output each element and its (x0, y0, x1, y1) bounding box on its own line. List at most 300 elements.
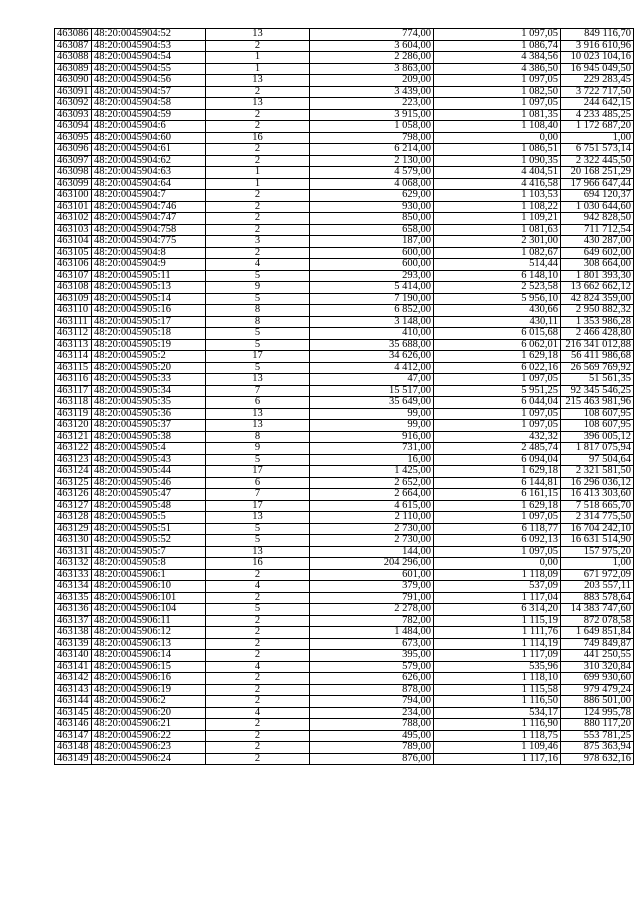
row-number-cell: 463123 (55, 454, 92, 466)
specific-value-cell: 1 118,10 (434, 673, 561, 685)
table-row (55, 546, 634, 558)
table-row (55, 431, 634, 443)
table-row (55, 535, 634, 547)
cadastral-number-cell: 48:20:0045906:12 (92, 627, 206, 639)
cadastral-value-cell: 3 722 717,50 (561, 86, 634, 98)
specific-value-cell: 430,66 (434, 305, 561, 317)
category-cell: 2 (206, 673, 310, 685)
cadastral-number-cell: 48:20:0045904:747 (92, 213, 206, 225)
cadastral-number-cell: 48:20:0045904:55 (92, 63, 206, 75)
cadastral-number-cell: 48:20:0045906:14 (92, 650, 206, 662)
cadastral-number-cell: 48:20:0045905:14 (92, 293, 206, 305)
cadastral-number-cell: 48:20:0045905:44 (92, 466, 206, 478)
specific-value-cell: 432,32 (434, 431, 561, 443)
cadastral-number-cell: 48:20:0045904:63 (92, 167, 206, 179)
category-cell: 2 (206, 86, 310, 98)
table-row (55, 604, 634, 616)
specific-value-cell: 1 097,05 (434, 75, 561, 87)
area-cell: 3 148,00 (310, 316, 434, 328)
specific-value-cell: 6 148,10 (434, 270, 561, 282)
table-row (55, 109, 634, 121)
specific-value-cell: 537,09 (434, 581, 561, 593)
row-number-cell: 463117 (55, 385, 92, 397)
row-number-cell: 463089 (55, 63, 92, 75)
category-cell: 4 (206, 661, 310, 673)
category-cell: 16 (206, 558, 310, 570)
table-row (55, 569, 634, 581)
area-cell: 4 579,00 (310, 167, 434, 179)
category-cell: 5 (206, 270, 310, 282)
area-cell: 99,00 (310, 420, 434, 432)
area-cell: 187,00 (310, 236, 434, 248)
category-cell: 17 (206, 466, 310, 478)
area-cell: 35 649,00 (310, 397, 434, 409)
area-cell: 3 863,00 (310, 63, 434, 75)
cadastral-value-cell: 2 314 775,50 (561, 512, 634, 524)
specific-value-cell: 1 114,19 (434, 638, 561, 650)
cadastral-number-cell: 48:20:0045905:33 (92, 374, 206, 386)
table-row (55, 408, 634, 420)
cadastral-value-cell: 1 801 393,30 (561, 270, 634, 282)
area-cell: 34 626,00 (310, 351, 434, 363)
cadastral-number-cell: 48:20:0045904:775 (92, 236, 206, 248)
cadastral-number-cell: 48:20:0045906:16 (92, 673, 206, 685)
table-row (55, 259, 634, 271)
cadastral-number-cell: 48:20:0045905:4 (92, 443, 206, 455)
category-cell: 4 (206, 707, 310, 719)
specific-value-cell: 1 082,50 (434, 86, 561, 98)
cadastral-value-cell: 2 322 445,50 (561, 155, 634, 167)
row-number-cell: 463138 (55, 627, 92, 639)
category-cell: 2 (206, 224, 310, 236)
cadastral-value-cell: 875 363,94 (561, 742, 634, 754)
specific-value-cell: 4 404,51 (434, 167, 561, 179)
cadastral-value-cell: 108 607,95 (561, 420, 634, 432)
specific-value-cell: 6 062,01 (434, 339, 561, 351)
table-row (55, 730, 634, 742)
category-cell: 7 (206, 385, 310, 397)
table-row (55, 190, 634, 202)
row-number-cell: 463136 (55, 604, 92, 616)
table-row (55, 224, 634, 236)
category-cell: 2 (206, 684, 310, 696)
cadastral-value-cell: 1 353 986,28 (561, 316, 634, 328)
table-row (55, 397, 634, 409)
specific-value-cell: 6 144,81 (434, 477, 561, 489)
category-cell: 13 (206, 512, 310, 524)
cadastral-value-cell: 553 781,25 (561, 730, 634, 742)
area-cell: 5 414,00 (310, 282, 434, 294)
specific-value-cell: 1 116,90 (434, 719, 561, 731)
table-row (55, 132, 634, 144)
table-row (55, 385, 634, 397)
category-cell: 8 (206, 316, 310, 328)
cadastral-number-cell: 48:20:0045904:62 (92, 155, 206, 167)
row-number-cell: 463121 (55, 431, 92, 443)
category-cell: 2 (206, 650, 310, 662)
area-cell: 673,00 (310, 638, 434, 650)
area-cell: 4 615,00 (310, 500, 434, 512)
cadastral-value-cell: 310 320,84 (561, 661, 634, 673)
category-cell: 8 (206, 431, 310, 443)
row-number-cell: 463099 (55, 178, 92, 190)
specific-value-cell: 1 082,67 (434, 247, 561, 259)
area-cell: 782,00 (310, 615, 434, 627)
area-cell: 3 604,00 (310, 40, 434, 52)
area-cell: 2 730,00 (310, 523, 434, 535)
specific-value-cell: 5 956,10 (434, 293, 561, 305)
cadastral-number-cell: 48:20:0045905:38 (92, 431, 206, 443)
cadastral-number-cell: 48:20:0045905:8 (92, 558, 206, 570)
area-cell: 579,00 (310, 661, 434, 673)
category-cell: 2 (206, 638, 310, 650)
cadastral-number-cell: 48:20:0045905:36 (92, 408, 206, 420)
table-row (55, 247, 634, 259)
cadastral-number-cell: 48:20:0045905:2 (92, 351, 206, 363)
table-row (55, 615, 634, 627)
cadastral-number-cell: 48:20:0045904:9 (92, 259, 206, 271)
cadastral-value-cell: 56 411 986,68 (561, 351, 634, 363)
specific-value-cell: 1 103,53 (434, 190, 561, 202)
area-cell: 234,00 (310, 707, 434, 719)
cadastral-value-cell: 1 172 687,20 (561, 121, 634, 133)
table-row (55, 155, 634, 167)
cadastral-number-cell: 48:20:0045906:13 (92, 638, 206, 650)
cadastral-number-cell: 48:20:0045906:2 (92, 696, 206, 708)
category-cell: 6 (206, 477, 310, 489)
category-cell: 13 (206, 98, 310, 110)
table-row (55, 167, 634, 179)
specific-value-cell: 6 161,15 (434, 489, 561, 501)
category-cell: 2 (206, 569, 310, 581)
cadastral-number-cell: 48:20:0045904:52 (92, 29, 206, 41)
cadastral-number-cell: 48:20:0045905:17 (92, 316, 206, 328)
category-cell: 2 (206, 753, 310, 765)
row-number-cell: 463140 (55, 650, 92, 662)
area-cell: 876,00 (310, 753, 434, 765)
category-cell: 1 (206, 63, 310, 75)
table-row (55, 742, 634, 754)
specific-value-cell: 2 485,74 (434, 443, 561, 455)
table-row (55, 270, 634, 282)
specific-value-cell: 1 097,05 (434, 546, 561, 558)
category-cell: 9 (206, 282, 310, 294)
cadastral-number-cell: 48:20:0045904:59 (92, 109, 206, 121)
cadastral-number-cell: 48:20:0045904:746 (92, 201, 206, 213)
specific-value-cell: 1 629,18 (434, 466, 561, 478)
area-cell: 731,00 (310, 443, 434, 455)
specific-value-cell: 514,44 (434, 259, 561, 271)
specific-value-cell: 1 109,21 (434, 213, 561, 225)
specific-value-cell: 1 118,09 (434, 569, 561, 581)
cadastral-number-cell: 48:20:0045904:58 (92, 98, 206, 110)
cadastral-value-cell: 2 950 882,32 (561, 305, 634, 317)
cadastral-number-cell: 48:20:0045906:101 (92, 592, 206, 604)
row-number-cell: 463093 (55, 109, 92, 121)
specific-value-cell: 1 086,74 (434, 40, 561, 52)
cadastral-number-cell: 48:20:0045906:1 (92, 569, 206, 581)
cadastral-value-cell: 229 283,45 (561, 75, 634, 87)
specific-value-cell: 1 629,18 (434, 500, 561, 512)
specific-value-cell: 535,96 (434, 661, 561, 673)
category-cell: 2 (206, 627, 310, 639)
specific-value-cell: 1 109,46 (434, 742, 561, 754)
specific-value-cell: 1 097,05 (434, 408, 561, 420)
cadastral-number-cell: 48:20:0045905:48 (92, 500, 206, 512)
row-number-cell: 463128 (55, 512, 92, 524)
area-cell: 16,00 (310, 454, 434, 466)
cadastral-number-cell: 48:20:0045905:7 (92, 546, 206, 558)
area-cell: 35 688,00 (310, 339, 434, 351)
table-row (55, 707, 634, 719)
row-number-cell: 463134 (55, 581, 92, 593)
specific-value-cell: 5 951,25 (434, 385, 561, 397)
area-cell: 2 286,00 (310, 52, 434, 64)
cadastral-number-cell: 48:20:0045906:20 (92, 707, 206, 719)
table-row (55, 374, 634, 386)
cadastral-value-cell: 26 569 769,92 (561, 362, 634, 374)
category-cell: 16 (206, 132, 310, 144)
cadastral-value-cell: 3 916 610,96 (561, 40, 634, 52)
area-cell: 850,00 (310, 213, 434, 225)
row-number-cell: 463143 (55, 684, 92, 696)
cadastral-value-cell: 216 341 012,88 (561, 339, 634, 351)
cadastral-number-cell: 48:20:0045904:57 (92, 86, 206, 98)
area-cell: 4 068,00 (310, 178, 434, 190)
row-number-cell: 463096 (55, 144, 92, 156)
area-cell: 47,00 (310, 374, 434, 386)
category-cell: 7 (206, 489, 310, 501)
table-row (55, 63, 634, 75)
table-row (55, 581, 634, 593)
cadastral-value-cell: 430 287,00 (561, 236, 634, 248)
area-cell: 1 425,00 (310, 466, 434, 478)
cadastral-number-cell: 48:20:0045905:16 (92, 305, 206, 317)
cadastral-value-cell: 14 383 747,60 (561, 604, 634, 616)
table-row (55, 316, 634, 328)
category-cell: 13 (206, 408, 310, 420)
cadastral-value-cell: 1,00 (561, 558, 634, 570)
row-number-cell: 463126 (55, 489, 92, 501)
specific-value-cell: 1 086,51 (434, 144, 561, 156)
table-row (55, 75, 634, 87)
area-cell: 144,00 (310, 546, 434, 558)
area-cell: 204 296,00 (310, 558, 434, 570)
row-number-cell: 463115 (55, 362, 92, 374)
cadastral-number-cell: 48:20:0045904:61 (92, 144, 206, 156)
row-number-cell: 463086 (55, 29, 92, 41)
area-cell: 410,00 (310, 328, 434, 340)
area-cell: 1 484,00 (310, 627, 434, 639)
row-number-cell: 463087 (55, 40, 92, 52)
row-number-cell: 463113 (55, 339, 92, 351)
table-row (55, 420, 634, 432)
row-number-cell: 463125 (55, 477, 92, 489)
category-cell: 5 (206, 523, 310, 535)
area-cell: 626,00 (310, 673, 434, 685)
area-cell: 916,00 (310, 431, 434, 443)
area-cell: 3 915,00 (310, 109, 434, 121)
specific-value-cell: 1 117,09 (434, 650, 561, 662)
table-row (55, 500, 634, 512)
category-cell: 5 (206, 328, 310, 340)
row-number-cell: 463109 (55, 293, 92, 305)
cadastral-value-cell: 2 321 581,50 (561, 466, 634, 478)
specific-value-cell: 4 384,56 (434, 52, 561, 64)
table-row (55, 512, 634, 524)
cadastral-number-cell: 48:20:0045906:22 (92, 730, 206, 742)
cadastral-value-cell: 124 995,78 (561, 707, 634, 719)
row-number-cell: 463127 (55, 500, 92, 512)
cadastral-value-cell: 849 116,70 (561, 29, 634, 41)
table-row (55, 98, 634, 110)
cadastral-value-cell: 979 479,24 (561, 684, 634, 696)
category-cell: 2 (206, 742, 310, 754)
cadastral-number-cell: 48:20:0045905:51 (92, 523, 206, 535)
specific-value-cell: 6 044,04 (434, 397, 561, 409)
category-cell: 2 (206, 730, 310, 742)
area-cell: 2 130,00 (310, 155, 434, 167)
cadastral-value-cell: 978 632,16 (561, 753, 634, 765)
cadastral-number-cell: 48:20:0045906:10 (92, 581, 206, 593)
row-number-cell: 463122 (55, 443, 92, 455)
area-cell: 7 190,00 (310, 293, 434, 305)
category-cell: 2 (206, 190, 310, 202)
row-number-cell: 463146 (55, 719, 92, 731)
row-number-cell: 463102 (55, 213, 92, 225)
cadastral-number-cell: 48:20:0045904:64 (92, 178, 206, 190)
specific-value-cell: 0,00 (434, 132, 561, 144)
category-cell: 17 (206, 500, 310, 512)
specific-value-cell: 430,11 (434, 316, 561, 328)
cadastral-value-cell: 396 005,12 (561, 431, 634, 443)
specific-value-cell: 2 523,58 (434, 282, 561, 294)
category-cell: 13 (206, 29, 310, 41)
row-number-cell: 463132 (55, 558, 92, 570)
row-number-cell: 463133 (55, 569, 92, 581)
row-number-cell: 463137 (55, 615, 92, 627)
area-cell: 379,00 (310, 581, 434, 593)
cadastral-number-cell: 48:20:0045905:35 (92, 397, 206, 409)
cadastral-value-cell: 13 662 662,12 (561, 282, 634, 294)
table-body (55, 29, 634, 765)
cadastral-value-cell: 1 649 851,84 (561, 627, 634, 639)
table-row (55, 236, 634, 248)
category-cell: 2 (206, 201, 310, 213)
row-number-cell: 463130 (55, 535, 92, 547)
area-cell: 395,00 (310, 650, 434, 662)
specific-value-cell: 1 097,05 (434, 29, 561, 41)
category-cell: 13 (206, 546, 310, 558)
row-number-cell: 463144 (55, 696, 92, 708)
row-number-cell: 463135 (55, 592, 92, 604)
cadastral-value-cell: 942 828,50 (561, 213, 634, 225)
category-cell: 5 (206, 293, 310, 305)
table-row (55, 719, 634, 731)
specific-value-cell: 6 118,77 (434, 523, 561, 535)
area-cell: 791,00 (310, 592, 434, 604)
specific-value-cell: 1 115,58 (434, 684, 561, 696)
table-row (55, 443, 634, 455)
cadastral-number-cell: 48:20:0045905:52 (92, 535, 206, 547)
category-cell: 2 (206, 719, 310, 731)
table-row (55, 661, 634, 673)
area-cell: 798,00 (310, 132, 434, 144)
table-row (55, 144, 634, 156)
area-cell: 930,00 (310, 201, 434, 213)
row-number-cell: 463119 (55, 408, 92, 420)
cadastral-number-cell: 48:20:0045906:104 (92, 604, 206, 616)
cadastral-number-cell: 48:20:0045904:56 (92, 75, 206, 87)
row-number-cell: 463094 (55, 121, 92, 133)
cadastral-value-cell: 16 945 049,50 (561, 63, 634, 75)
area-cell: 3 439,00 (310, 86, 434, 98)
table-row (55, 627, 634, 639)
row-number-cell: 463118 (55, 397, 92, 409)
row-number-cell: 463101 (55, 201, 92, 213)
specific-value-cell: 1 090,35 (434, 155, 561, 167)
area-cell: 788,00 (310, 719, 434, 731)
cadastral-value-cell: 10 023 104,16 (561, 52, 634, 64)
cadastral-value-cell: 16 631 514,90 (561, 535, 634, 547)
table-row (55, 696, 634, 708)
specific-value-cell: 1 108,40 (434, 121, 561, 133)
cadastral-number-cell: 48:20:0045906:11 (92, 615, 206, 627)
area-cell: 878,00 (310, 684, 434, 696)
cadastral-value-cell: 215 463 981,96 (561, 397, 634, 409)
row-number-cell: 463106 (55, 259, 92, 271)
cadastral-value-cell: 308 664,00 (561, 259, 634, 271)
cadastral-value-cell: 441 250,55 (561, 650, 634, 662)
table-row (55, 466, 634, 478)
cadastral-number-cell: 48:20:0045905:46 (92, 477, 206, 489)
specific-value-cell: 1 629,18 (434, 351, 561, 363)
cadastral-value-cell: 16 296 036,12 (561, 477, 634, 489)
category-cell: 4 (206, 259, 310, 271)
specific-value-cell: 1 115,19 (434, 615, 561, 627)
cadastral-value-cell: 157 975,20 (561, 546, 634, 558)
cadastral-value-cell: 1 817 075,94 (561, 443, 634, 455)
area-cell: 6 214,00 (310, 144, 434, 156)
cadastral-value-cell: 16 413 303,60 (561, 489, 634, 501)
specific-value-cell: 1 118,75 (434, 730, 561, 742)
cadastral-value-cell: 92 345 546,25 (561, 385, 634, 397)
row-number-cell: 463098 (55, 167, 92, 179)
table-row (55, 558, 634, 570)
cadastral-value-cell: 671 972,09 (561, 569, 634, 581)
table-row (55, 305, 634, 317)
specific-value-cell: 6 022,16 (434, 362, 561, 374)
category-cell: 13 (206, 420, 310, 432)
table-row (55, 86, 634, 98)
category-cell: 1 (206, 167, 310, 179)
cadastral-number-cell: 48:20:0045904:8 (92, 247, 206, 259)
cadastral-value-cell: 17 966 647,44 (561, 178, 634, 190)
area-cell: 209,00 (310, 75, 434, 87)
area-cell: 2 664,00 (310, 489, 434, 501)
row-number-cell: 463100 (55, 190, 92, 202)
specific-value-cell: 6 314,20 (434, 604, 561, 616)
area-cell: 2 278,00 (310, 604, 434, 616)
cadastral-value-cell: 1 030 644,60 (561, 201, 634, 213)
table-row (55, 339, 634, 351)
cadastral-value-cell: 6 751 573,14 (561, 144, 634, 156)
cadastral-value-cell: 20 168 251,29 (561, 167, 634, 179)
table-row (55, 673, 634, 685)
row-number-cell: 463090 (55, 75, 92, 87)
specific-value-cell: 1 097,05 (434, 98, 561, 110)
category-cell: 2 (206, 155, 310, 167)
